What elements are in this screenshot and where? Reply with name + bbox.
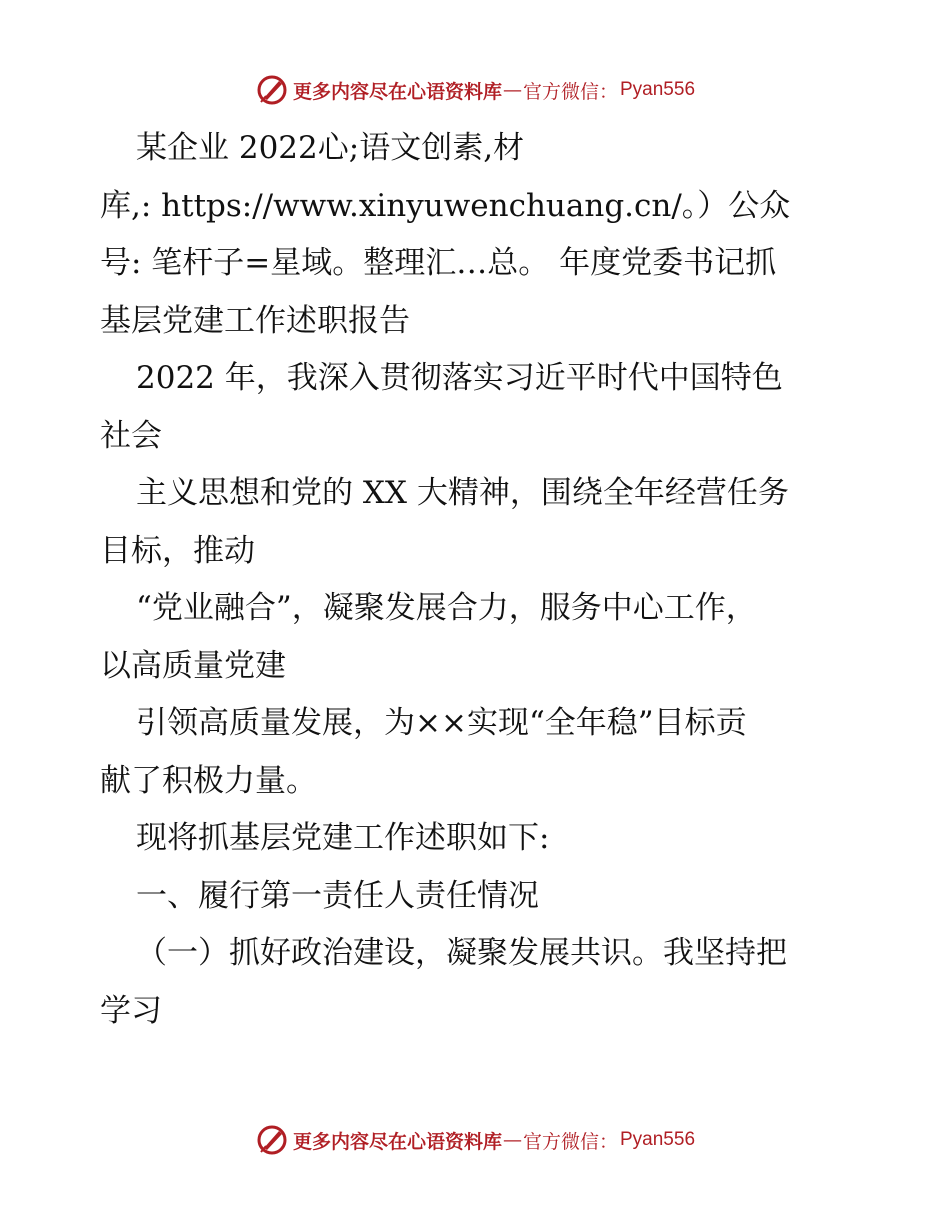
- watermark-separator: —: [502, 1129, 522, 1151]
- text-line: 献了积极力量。: [100, 762, 317, 799]
- watermark-wechat-id: Pyan556: [620, 1129, 696, 1150]
- text-line: 库,: https://www.xinyuwenchuang.cn/。）公众: [100, 187, 791, 224]
- watermark-separator: —: [502, 79, 522, 101]
- text-line: 以高质量党建: [100, 647, 286, 684]
- text-line: （一）抓好政治建设，凝聚发展共识。我坚持把: [136, 935, 787, 971]
- quill-seal-icon: [255, 73, 289, 107]
- text-line: 号: 笔杆子=星域。整理汇…总。 年度党委书记抓: [100, 245, 777, 281]
- text-line: “党业融合”，凝聚发展合力，服务中心工作，: [136, 590, 757, 626]
- watermark-brand: 更多内容尽在心语资料库: [292, 1130, 502, 1153]
- header-watermark: [0, 70, 950, 110]
- document-body: [100, 120, 860, 1040]
- text-line: 社会: [100, 417, 162, 454]
- text-line: 主义思想和党的 XX 大精神，围绕全年经营任务: [136, 475, 789, 511]
- footer-watermark: [0, 1120, 950, 1160]
- quill-seal-icon: [255, 1123, 289, 1157]
- text-line: 某企业 2022心;语文创素,材: [136, 130, 525, 166]
- text-line: 基层党建工作述职报告: [100, 302, 410, 339]
- text-line: 现将抓基层党建工作述职如下:: [136, 820, 550, 856]
- watermark-wechat-id: Pyan556: [620, 79, 696, 100]
- watermark-wechat-label: 官方微信：: [522, 1130, 618, 1153]
- section-heading: 一、履行第一责任人责任情况: [136, 877, 539, 914]
- text-line: 学习: [100, 992, 162, 1029]
- watermark-wechat-label: 官方微信：: [522, 80, 618, 103]
- text-line: 引领高质量发展，为××实现“全年稳”目标贡: [136, 705, 747, 741]
- text-line: 目标，推动: [100, 532, 255, 569]
- watermark-brand: 更多内容尽在心语资料库: [292, 80, 502, 103]
- text-line: 2022 年，我深入贯彻落实习近平时代中国特色: [136, 360, 783, 396]
